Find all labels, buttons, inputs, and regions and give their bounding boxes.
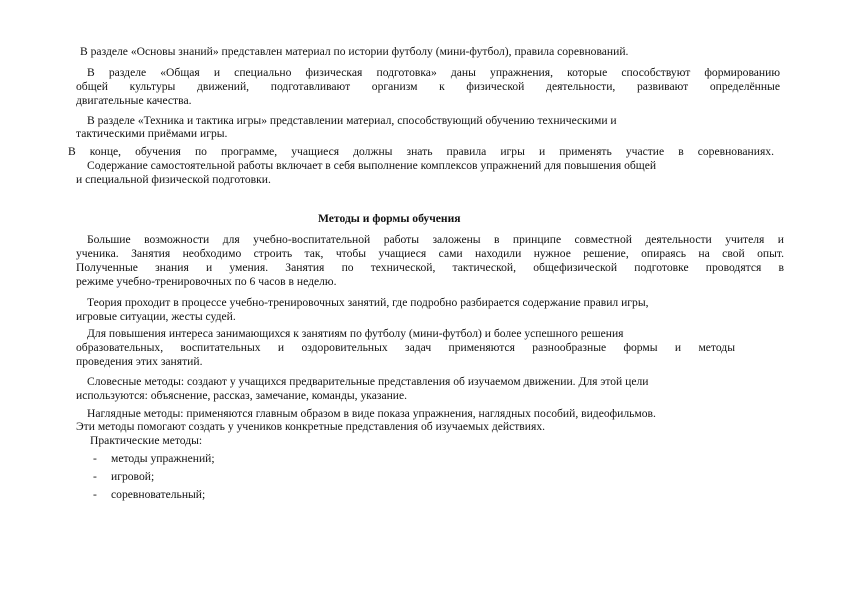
section-heading: Методы и формы обучения xyxy=(318,212,461,225)
paragraph-physical-line-3: двигательные качества. xyxy=(76,94,192,107)
paragraph-end-of-program: В конце, обучения по программе, учащиеся должны знать правила игры и применять участие в соревнованиях. xyxy=(68,145,774,158)
paragraph-verbal-methods-line-1: Словесные методы: создают у учащихся предварительные представления об изучаемом движении. Для этой цели xyxy=(87,375,649,388)
paragraph-theory-line-2: игровые ситуации, жесты судей. xyxy=(76,310,236,323)
list-item: игровой; xyxy=(111,470,155,483)
paragraph-technique-line-2: тактическими приёмами игры. xyxy=(76,127,228,140)
paragraph-physical-line-2: общей культуры движений, подготавливают организм к физической деятельности, развивают определённые xyxy=(76,80,780,93)
paragraph-interest-line-1: Для повышения интереса занимающихся к занятиям по футболу (мини-футбол) и более успешного решения xyxy=(87,327,624,340)
list-item: соревновательный; xyxy=(111,488,206,501)
paragraph-opportunities-line-3: Полученные знания и умения. Занятия по технической, тактической, общефизической подготовке проводятся в xyxy=(76,261,784,274)
paragraph-physical-line-1: В разделе «Общая и специально физическая подготовка» даны упражнения, которые способствуют формированию xyxy=(87,66,780,79)
paragraph-interest-line-3: проведения этих занятий. xyxy=(76,355,203,368)
paragraph-opportunities-line-1: Большие возможности для учебно-воспитательной работы заложены в принципе совместной деятельности учителя и xyxy=(87,233,784,246)
paragraph-visual-methods-line-1: Наглядные методы: применяются главным образом в виде показа упражнения, наглядных пособий, видеофильмов. xyxy=(87,407,656,420)
paragraph-self-work-line-2: и специальной физической подготовки. xyxy=(76,173,271,186)
paragraph-visual-methods-line-2: Эти методы помогают создать у учеников конкретные представления об изучаемых действиях. xyxy=(76,420,546,433)
paragraph-basics: В разделе «Основы знаний» представлен материал по истории футболу (мини-футбол), правила соревнований. xyxy=(80,45,629,58)
list-bullet: - xyxy=(93,452,97,465)
paragraph-interest-line-2: образовательных, воспитательных и оздоровительных задач применяются разнообразные формы и методы xyxy=(76,341,735,354)
paragraph-self-work-line-1: Содержание самостоятельной работы включает в себя выполнение комплексов упражнений для повышения общей xyxy=(87,159,657,172)
paragraph-opportunities-line-4: режиме учебно-тренировочных по 6 часов в неделю. xyxy=(76,275,337,288)
list-item: методы упражнений; xyxy=(111,452,215,465)
paragraph-theory-line-1: Теория проходит в процессе учебно-тренировочных занятий, где подробно разбирается содержание правил игры, xyxy=(87,296,649,309)
paragraph-technique-line-1: В разделе «Техника и тактика игры» представлении материал, способствующий обучению техническими и xyxy=(87,114,617,127)
list-bullet: - xyxy=(93,470,97,483)
paragraph-verbal-methods-line-2: используются: объяснение, рассказ, замечание, команды, указание. xyxy=(76,389,408,402)
list-bullet: - xyxy=(93,488,97,501)
paragraph-opportunities-line-2: ученика. Занятия необходимо строить так, чтобы учащиеся сами находили нужное решение, опираясь на свой опыт. xyxy=(76,247,784,260)
practical-methods-label: Практические методы: xyxy=(90,434,203,447)
